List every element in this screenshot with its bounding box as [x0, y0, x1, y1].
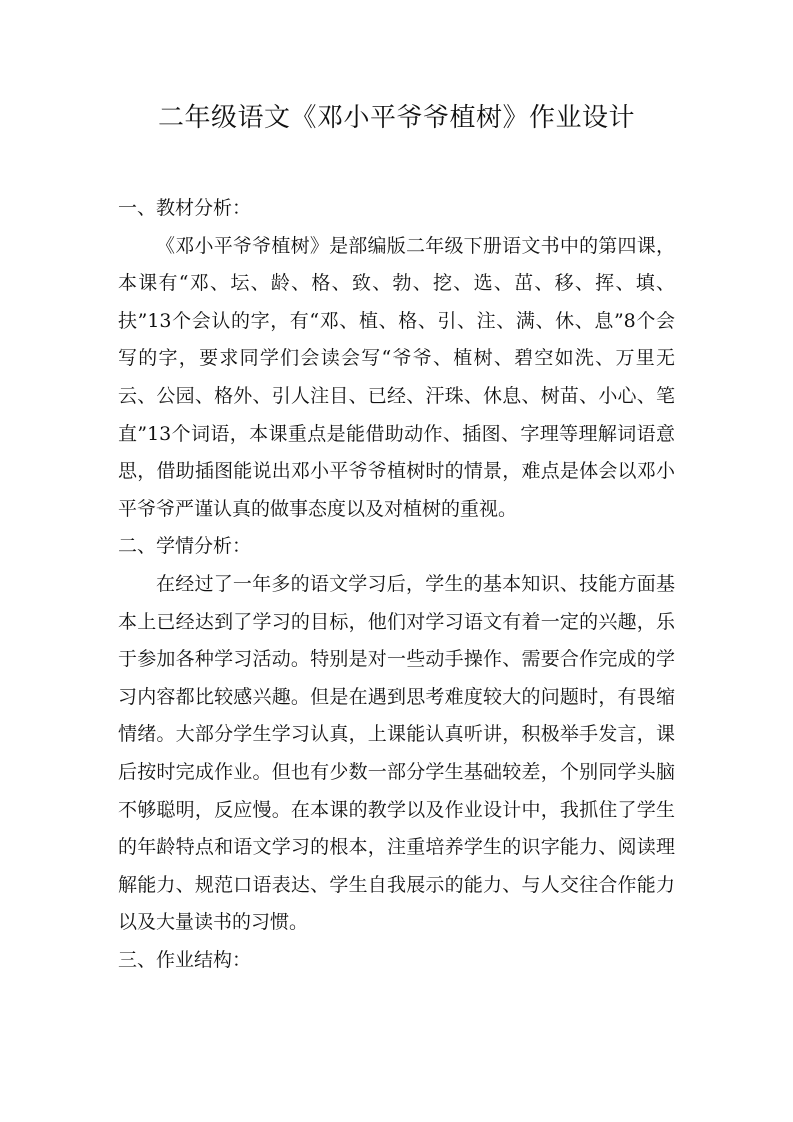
section-paragraph-student: 在经过了一年多的语文学习后，学生的基本知识、技能方面基本上已经达到了学习的目标，他们对学习语文有着一定的兴趣，乐于参加各种学习活动。特别是对一些动手操作、需要合作完成的学习内容都比较感兴趣。但是在遇到思考难度较大的问题时，有畏缩情绪。大部分学生学习认真，上课能认真听讲，积极举手发言，课后按时完成作业。但也有少数一部分学生基础较差，个别同学头脑不够聪明，反应慢。在本课的教学以及作业设计中，我抓住了学生的年龄特点和语文学习的根本，注重培养学生的识字能力、阅读理解能力、规范口语表达、学生自我展示的能力、与人交往合作能力以及大量读书的习惯。	[118, 572, 675, 934]
section-paragraph-analysis: 《邓小平爷爷植树》是部编版二年级下册语文书中的第四课，本课有“邓、坛、龄、格、致、勃、挖、选、茁、移、挥、填、扶”13个会认的字，有“邓、植、格、引、注、满、休、息”8个会写的字，要求同学们会读会写“爷爷、植树、碧空如洗、万里无云、公园、格外、引人注目、已经、汗珠、休息、树苗、小心、笔直”13个词语，本课重点是能借助动作、插图、字理等理解词语意思，借助插图能说出邓小平爷爷植树时的情景，难点是体会以邓小平爷爷严谨认真的做事态度以及对植树的重视。	[118, 234, 675, 520]
document-body	[118, 190, 675, 979]
document-title: 二年级语文《邓小平爷爷植树》作业设计	[157, 103, 635, 133]
section-heading-analysis: 一、教材分析：	[118, 197, 252, 219]
section-heading-student: 二、学情分析：	[118, 535, 252, 558]
section-heading-structure: 三、作业结构：	[118, 948, 252, 971]
